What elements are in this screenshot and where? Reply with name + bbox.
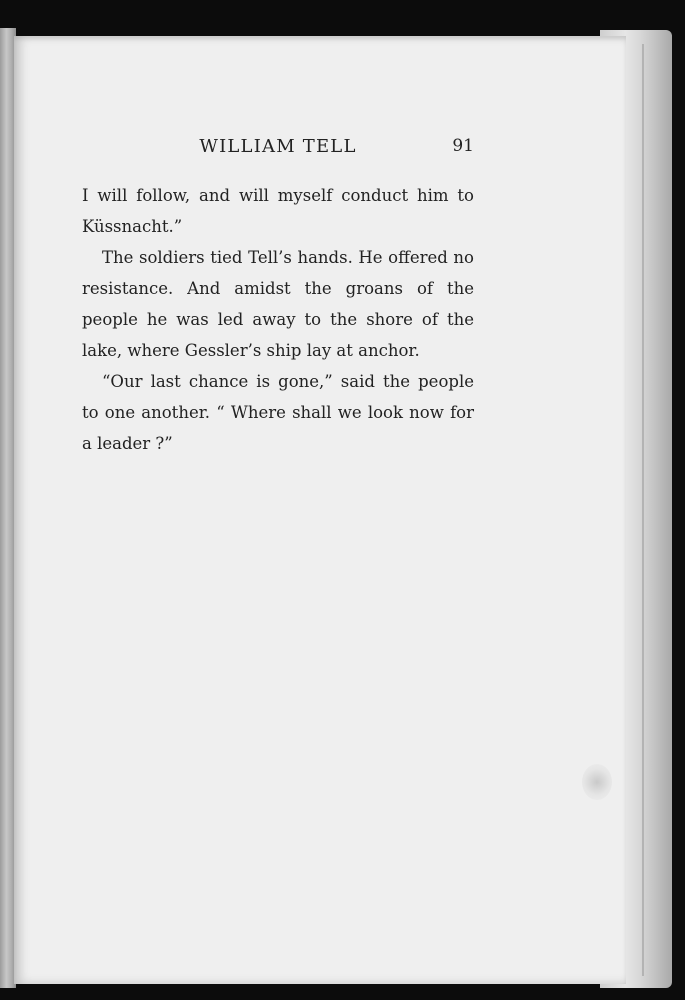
running-head [82, 136, 474, 164]
running-title: WILLIAM TELL [199, 136, 357, 157]
paragraph: “Our last chance is gone,” said the people to one another. “ Where shall we look now for a leader ?” [82, 372, 474, 453]
body-text [82, 180, 474, 459]
paragraph: The soldiers tied Tell’s hands. He offered no resistance. And amidst the groans of the people he was led away to the shore of the lake, where Gessler’s ship lay at anchor. [82, 248, 474, 360]
book-page [14, 36, 626, 984]
paper-stain [582, 764, 612, 800]
page-number: 91 [452, 136, 474, 156]
paragraph-continued: I will follow, and will myself conduct him to Küssnacht.” [82, 186, 474, 236]
